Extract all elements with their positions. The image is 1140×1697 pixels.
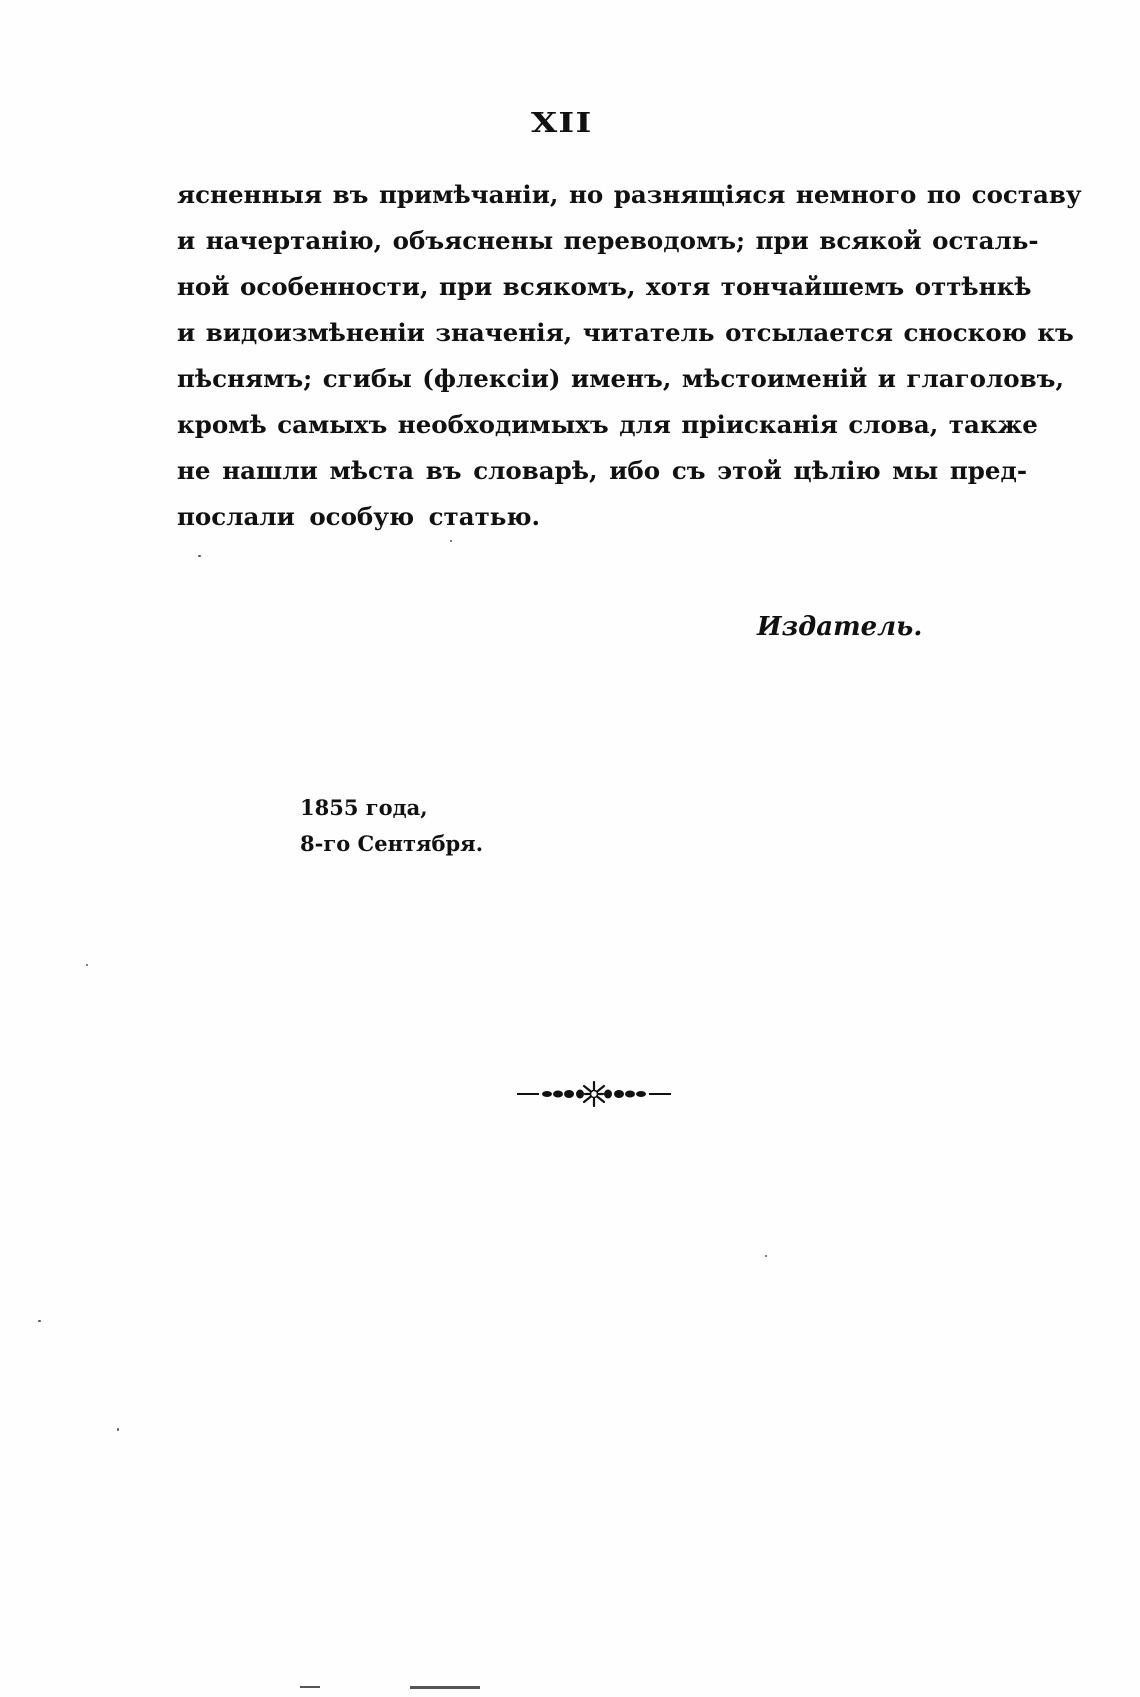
date-year: 1855 года, (300, 795, 428, 820)
print-speck (410, 1686, 480, 1689)
paragraph-line: не нашли мѣста въ словарѣ, ибо съ этой цѣлію мы пред- (177, 456, 1027, 485)
print-speck (765, 1255, 767, 1257)
paragraph-line: и видоизмѣненіи значенія, читатель отсылается сноскою къ (177, 318, 1074, 347)
publisher-signature: Издатель. (757, 612, 923, 642)
print-speck (198, 555, 201, 557)
date-day-month: 8-го Сентября. (300, 831, 484, 856)
paragraph-line: ной особенности, при всякомъ, хотя тончайшемъ оттѣнкѣ (177, 272, 1032, 301)
page-number: XII (530, 108, 593, 139)
date-block (300, 790, 483, 862)
paragraph-line: послали особую статью. (177, 502, 541, 531)
paragraph-line: и начертанію, объяснены переводомъ; при всякой осталь- (177, 226, 1039, 255)
body-paragraph (177, 172, 1082, 540)
paragraph-line: ясненныя въ примѣчаніи, но разнящіяся немного по составу (177, 180, 1082, 209)
decorative-fleuron-icon (517, 1080, 671, 1108)
paragraph-line: кромѣ самыхъ необходимыхъ для пріисканія слова, также (177, 410, 1038, 439)
print-speck (86, 964, 88, 966)
print-speck (450, 540, 452, 542)
paragraph-line: пѣснямъ; сгибы (флексіи) именъ, мѣстоименій и глаголовъ, (177, 364, 1064, 393)
print-speck (117, 1428, 119, 1431)
print-speck (300, 1686, 320, 1688)
print-speck (38, 1320, 41, 1322)
